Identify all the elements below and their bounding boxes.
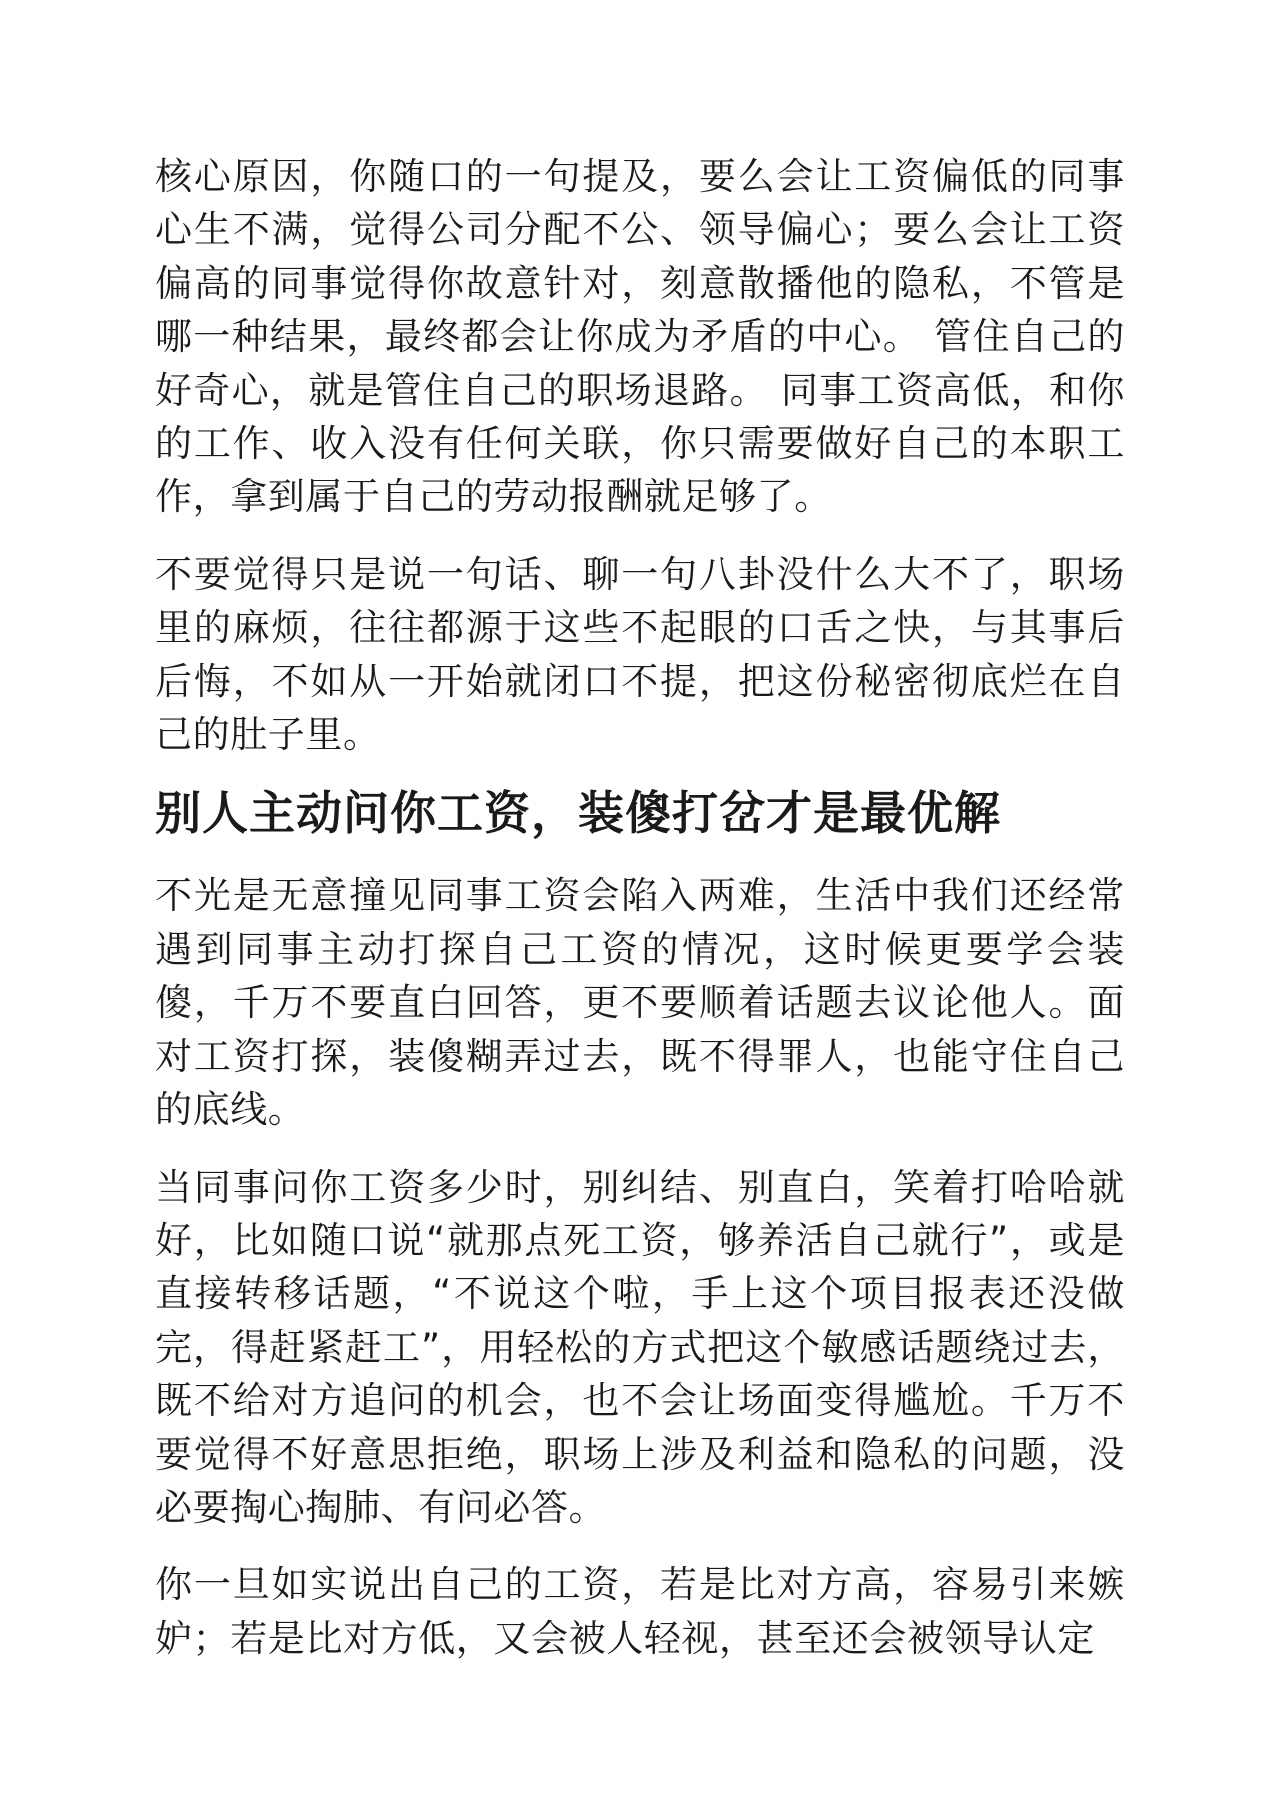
paragraph-5: 你一旦如实说出自己的工资，若是比对方高，容易引来嫉妒；若是比对方低，又会被人轻视，甚至还会被领导认定	[155, 1563, 1125, 1660]
paragraph-2: 不要觉得只是说一句话、聊一句八卦没什么大不了，职场里的麻烦，往往都源于这些不起眼的口舌之快，与其事后后悔，不如从一开始就闭口不提，把这份秘密彻底烂在自己的肚子里。	[155, 552, 1125, 757]
article-body	[155, 150, 1125, 1665]
section-heading: 别人主动问你工资，装傻打岔才是最优解	[155, 786, 1001, 841]
paragraph-1: 核心原因，你随口的一句提及，要么会让工资偏低的同事心生不满，觉得公司分配不公、领导偏心；要么会让工资偏高的同事觉得你故意针对，刻意散播他的隐私，不管是哪一种结果，最终都会让你成为矛盾的中心。 管住自己的好奇心，就是管住自己的职场退路。 同事工资高低，和你的工作、收入没有任何关联，你只需要做好自己的本职工作，拿到属于自己的劳动报酬就足够了。	[155, 155, 1125, 519]
paragraph-3: 不光是无意撞见同事工资会陷入两难，生活中我们还经常遇到同事主动打探自己工资的情况，这时候更要学会装傻，千万不要直白回答，更不要顺着话题去议论他人。面对工资打探，装傻糊弄过去，既不得罪人，也能守住自己的底线。	[155, 874, 1125, 1132]
paragraph-4: 当同事问你工资多少时，别纠结、别直白，笑着打哈哈就好，比如随口说“就那点死工资，够养活自己就行”，或是直接转移话题，“不说这个啦，手上这个项目报表还没做完，得赶紧赶工”，用轻松的方式把这个敏感话题绕过去，既不给对方追问的机会，也不会让场面变得尴尬。千万不要觉得不好意思拒绝，职场上涉及利益和隐私的问题，没必要掏心掏肺、有问必答。	[155, 1165, 1125, 1529]
